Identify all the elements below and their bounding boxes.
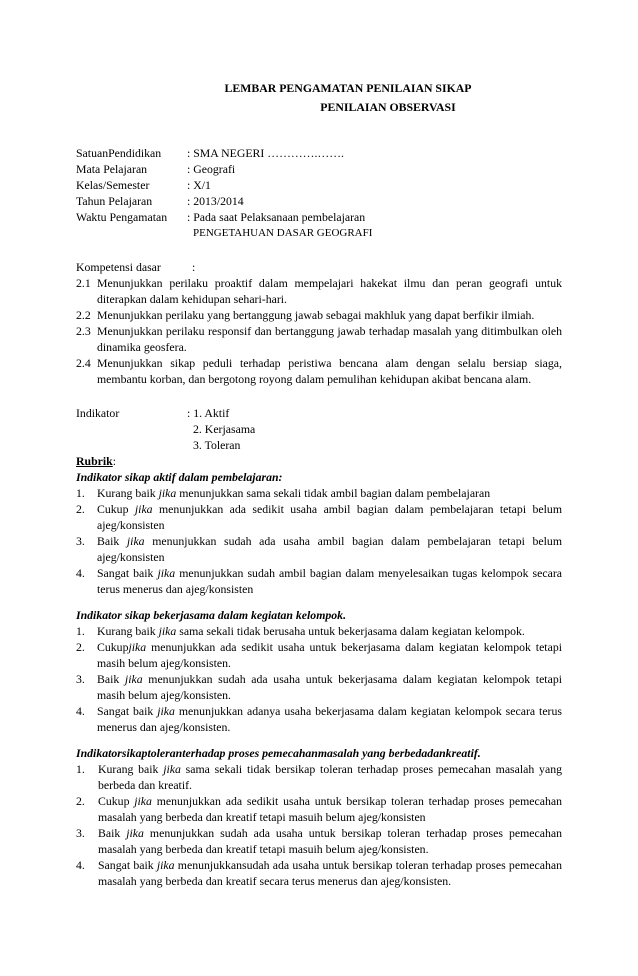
item-text: Menunjukkan sikap peduli terhadap peristiwa bencana alam dengan selalu bersiap siaga, membantu korban, dan bergotong royong dalam pemulihan kehidupan akibat bencana alam. — [97, 356, 562, 386]
list-item — [76, 307, 562, 323]
info-extra: PENGETAHUAN DASAR GEOGRAFI — [193, 227, 373, 239]
item-text: Baik jika menunjukkan sudah ada usaha ambil bagian dalam pembelajaran tetapi belum ajeg/konsisten — [97, 534, 562, 564]
info-label: Waktu Pengamatan — [76, 210, 168, 224]
rubrik-label: Rubrik — [76, 454, 113, 468]
item-number: 2. — [76, 502, 85, 516]
item-number: 2.1 — [76, 276, 91, 290]
indikator-row — [76, 405, 562, 421]
item-number: 2. — [76, 640, 85, 654]
item-number: 2.4 — [76, 356, 91, 370]
list-item — [76, 857, 562, 889]
item-text: Menunjukkan perilaku proaktif dalam mempelajari hakekat ilmu dan peran geografi untuk diterapkan dalam kehidupan sehari-hari. — [97, 276, 562, 306]
item-number: 4. — [76, 858, 85, 872]
item-text: Menunjukkan perilaku yang bertanggung jawab sebagai makhluk yang dapat berfikir ilmiah. — [97, 308, 535, 322]
info-value: : 2013/2014 — [187, 194, 244, 208]
rubric-block-kerjasama — [76, 607, 562, 735]
list-item — [76, 565, 562, 597]
indikator-item: 2. Kerjasama — [193, 422, 256, 436]
rubric-block-toleran — [76, 745, 562, 889]
list-item — [76, 761, 562, 793]
item-number: 2. — [76, 794, 85, 808]
document-subtitle: PENILAIAN OBSERVASI — [320, 100, 456, 114]
item-text: Kurang baik jika sama sekali tidak berusaha untuk bekerjasama dalam kegiatan kelompok. — [97, 624, 525, 638]
info-value: : Pada saat Pelaksanaan pembelajaran — [187, 210, 366, 224]
item-text: Kurang baik jika menunjukkan sama sekali tidak ambil bagian dalam pembelajaran — [97, 486, 491, 500]
info-block — [76, 145, 562, 241]
item-text: Kurang baik jika sama sekali tidak bersikap toleran terhadap proses pemecahan masalah yang berbeda dan kreatif. — [98, 762, 562, 792]
item-number: 2.3 — [76, 324, 91, 338]
info-label: Tahun Pelajaran — [76, 194, 153, 208]
rubric-title: Indikator sikap bekerjasama dalam kegiatan kelompok. — [76, 608, 347, 622]
indikator-section — [76, 405, 562, 453]
rubric-list — [76, 623, 562, 735]
document-title: LEMBAR PENGAMATAN PENILAIAN SIKAP — [224, 81, 472, 95]
rubrik-heading — [76, 453, 562, 469]
info-label: Kelas/Semester — [76, 178, 150, 192]
list-item — [76, 501, 562, 533]
rubric-block-aktif — [76, 469, 562, 597]
list-item — [76, 623, 562, 639]
list-item — [76, 825, 562, 857]
item-text: Cukup jika menunjukkan ada sedikit usaha untuk bersikap toleran terhadap proses pemecahan masalah yang berbeda dan kreatif tetapi masuih belum ajeg/konsisten — [98, 794, 562, 824]
rubrik-colon: : — [112, 454, 116, 468]
indikator-item: 3. Toleran — [193, 438, 241, 452]
info-label: SatuanPendidikan — [76, 146, 162, 160]
item-text: Sangat baik jika menunjukkan adanya usaha bekerjasama dalam kegiatan kelompok secara terus menerus dan ajeg/konsisten. — [97, 704, 562, 734]
item-text: Baik jika menunjukkan sudah ada usaha untuk bekerjasama dalam kegiatan kelompok tetapi masih belum ajeg/konsisten. — [97, 672, 562, 702]
list-item — [76, 533, 562, 565]
kd-list — [76, 275, 562, 387]
info-row — [76, 145, 562, 161]
rubric-list — [76, 485, 562, 597]
item-number: 4. — [76, 566, 85, 580]
list-item — [76, 355, 562, 387]
item-text: Sangat baik jika menunjukkansudah ada usaha untuk bersikap toleran terhadap proses pemecahan masalah yang berbeda dan kreatif secara terus menerus dan ajeg/konsisten. — [98, 858, 562, 888]
info-label: Mata Pelajaran — [76, 162, 148, 176]
info-value: : X/1 — [187, 178, 211, 192]
kompetensi-section — [76, 259, 562, 387]
rubric-title: Indikator sikap aktif dalam pembelajaran: — [76, 470, 283, 484]
kd-label: Kompetensi dasar — [76, 260, 161, 274]
item-text: Sangat baik jika menunjukkan sudah ambil bagian dalam menyelesaikan tugas kelompok secara terus menerus dan ajeg/konsisten — [97, 566, 562, 596]
info-row — [76, 177, 562, 193]
list-item — [76, 639, 562, 671]
info-row — [76, 161, 562, 177]
item-number: 1. — [76, 762, 85, 776]
list-item — [76, 323, 562, 355]
list-item — [76, 793, 562, 825]
item-text: Menunjukkan perilaku responsif dan bertanggung jawab terhadap masalah yang ditimbulkan oleh dinamika geosfera. — [97, 324, 562, 354]
item-number: 4. — [76, 704, 85, 718]
list-item — [76, 703, 562, 735]
info-value: : Geografi — [187, 162, 236, 176]
list-item — [76, 275, 562, 307]
indikator-label: Indikator — [76, 406, 120, 420]
rubric-title: Indikatorsikaptoleranterhadap proses pemecahanmasalah yang berbedadankreatif. — [76, 746, 481, 760]
item-number: 3. — [76, 534, 85, 548]
item-number: 3. — [76, 672, 85, 686]
info-row — [76, 193, 562, 209]
indikator-item: : 1. Aktif — [187, 406, 230, 420]
info-row — [76, 209, 562, 225]
info-value: : SMA NEGERI ………….……. — [187, 146, 344, 160]
item-number: 2.2 — [76, 308, 91, 322]
item-text: Cukup jika menunjukkan ada sedikit usaha ambil bagian dalam pembelajaran tetapi belum ajeg/konsisten — [97, 502, 562, 532]
kd-colon: : — [192, 260, 196, 274]
item-number: 1. — [76, 624, 85, 638]
item-text: Cukupjika menunjukkan ada sedikit usaha untuk bekerjasama dalam kegiatan kelompok tetapi masih belum ajeg/konsisten. — [97, 640, 562, 670]
item-number: 1. — [76, 486, 85, 500]
list-item — [76, 671, 562, 703]
kd-heading — [76, 259, 562, 275]
list-item — [76, 485, 562, 501]
item-number: 3. — [76, 826, 85, 840]
item-text: Baik jika menunjukkan sudah ada usaha untuk bersikap toleran terhadap proses pemecahan masalah yang berbeda dan kreatif tetapi masuih belum ajeg/konsisten. — [98, 826, 562, 856]
rubric-list — [76, 761, 562, 889]
